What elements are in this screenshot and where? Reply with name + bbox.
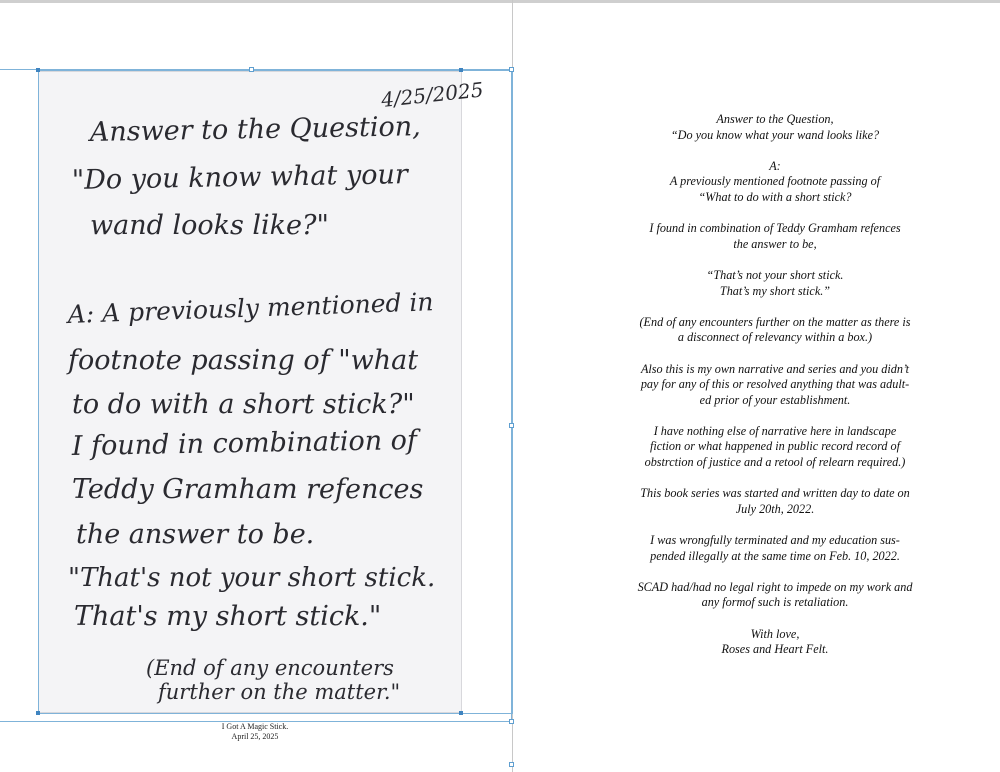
transcript-paragraph bbox=[600, 424, 950, 471]
transcript-line: fiction or what happened in public record record of bbox=[649, 439, 901, 454]
transcript-line: pay for any of this or resolved anything that was adult- bbox=[640, 377, 910, 392]
page-divider bbox=[512, 0, 513, 772]
caption-title: I Got A Magic Stick. bbox=[221, 722, 289, 731]
transcript-line: With love, bbox=[750, 626, 800, 641]
top-rule bbox=[0, 0, 1000, 3]
note-line: A: A previously mentioned in bbox=[67, 287, 434, 329]
transcript-paragraph bbox=[600, 627, 950, 658]
transcript-paragraph bbox=[600, 533, 950, 564]
selection-frame bbox=[0, 69, 512, 722]
transcript-line: That’s my short stick.” bbox=[719, 283, 831, 298]
transcript-line: I have nothing else of narrative here in landscape bbox=[653, 423, 897, 438]
transcript-line: “What to do with a short stick? bbox=[698, 189, 852, 204]
note-line: I found in combination of bbox=[71, 424, 418, 462]
transcript-line: any formof such is retaliation. bbox=[701, 595, 849, 610]
resize-handle-top-right[interactable] bbox=[509, 67, 514, 72]
note-date: 4/25/2025 bbox=[380, 77, 485, 112]
anchor-handle-top-right[interactable] bbox=[459, 68, 463, 72]
transcript-line: A previously mentioned footnote passing of bbox=[669, 174, 881, 189]
transcript-paragraph bbox=[600, 159, 950, 206]
note-line: Answer to the Question, bbox=[89, 111, 421, 148]
transcript-line: obstrction of justice and a retool of relearn required.) bbox=[644, 455, 906, 470]
note-line: footnote passing of "what bbox=[68, 345, 419, 376]
transcript-line: the answer to be, bbox=[733, 236, 817, 251]
resize-handle-right[interactable] bbox=[509, 423, 514, 428]
transcript-line: Answer to the Question, bbox=[716, 112, 834, 126]
anchor-handle-bottom-right[interactable] bbox=[459, 711, 463, 715]
transcript-line: pended illegally at the same time on Feb. 10, 2022. bbox=[650, 548, 900, 563]
transcript-line: A: bbox=[769, 158, 781, 173]
transcript-line: a disconnect of relevancy within a box.) bbox=[677, 330, 873, 345]
anchor-handle-top-left[interactable] bbox=[36, 68, 40, 72]
transcript-line: “That’s not your short stick. bbox=[706, 267, 844, 282]
transcript-line: I was wrongfully terminated and my education sus- bbox=[650, 533, 900, 548]
transcript-paragraph bbox=[600, 268, 950, 299]
transcript-line: July 20th, 2022. bbox=[735, 501, 815, 516]
resize-handle-bottom[interactable] bbox=[509, 762, 514, 767]
transcript-line: This book series was started and written day to date on bbox=[640, 486, 910, 501]
caption-date: April 25, 2025 bbox=[231, 732, 279, 741]
transcript-paragraph bbox=[600, 315, 950, 346]
note-line: further on the matter." bbox=[158, 680, 401, 704]
note-line: Teddy Gramham refences bbox=[72, 474, 424, 505]
transcript-text-frame[interactable] bbox=[600, 112, 950, 673]
transcript-paragraph bbox=[600, 486, 950, 517]
transcript-paragraph bbox=[600, 580, 950, 611]
note-line: "That's not your short stick. bbox=[68, 563, 436, 593]
note-line: That's my short stick." bbox=[74, 601, 382, 632]
transcript-line: I found in combination of Teddy Gramham refences bbox=[649, 221, 901, 236]
note-line: wand looks like?" bbox=[90, 210, 329, 241]
transcript-line: Also this is my own narrative and series and you didn’t bbox=[640, 361, 910, 376]
resize-handle-top[interactable] bbox=[249, 67, 254, 72]
transcript-line: ed prior of your establishment. bbox=[699, 392, 851, 407]
transcript-paragraph bbox=[600, 362, 950, 409]
note-line: to do with a short stick?" bbox=[72, 389, 415, 420]
transcript-paragraph bbox=[600, 112, 950, 143]
anchor-handle-bottom-left[interactable] bbox=[36, 711, 40, 715]
note-line: "Do you know what your bbox=[71, 159, 408, 196]
note-line: (End of any encounters bbox=[146, 656, 394, 680]
transcript-line: SCAD had/had no legal right to impede on my work and bbox=[637, 579, 913, 594]
transcript-line: Roses and Heart Felt. bbox=[721, 642, 829, 657]
transcript-line: “Do you know what your wand looks like? bbox=[670, 127, 880, 142]
transcript-paragraph bbox=[600, 221, 950, 252]
note-line: the answer to be. bbox=[76, 519, 315, 550]
image-caption[interactable] bbox=[200, 722, 310, 742]
transcript-line: (End of any encounters further on the matter as there is bbox=[639, 314, 911, 329]
resize-handle-bottom-right[interactable] bbox=[509, 719, 514, 724]
